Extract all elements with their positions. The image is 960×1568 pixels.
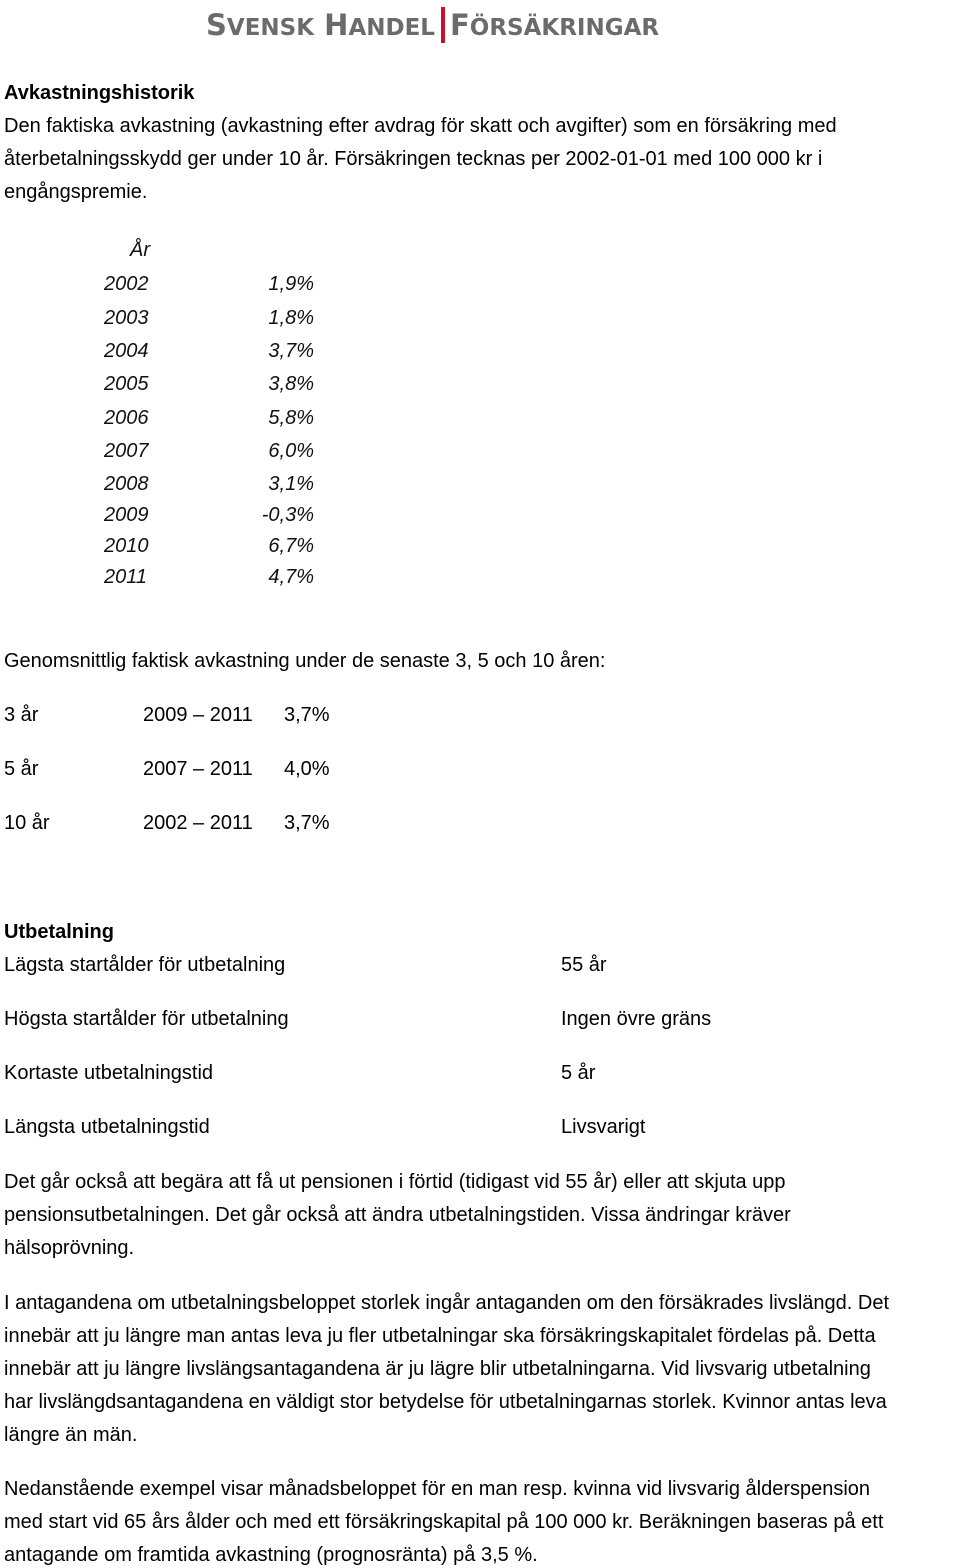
year-column-header: År <box>130 239 150 261</box>
average-value: 4,0% <box>284 758 330 780</box>
payout-value: 5 år <box>561 1062 596 1084</box>
history-value: 4,7% <box>268 566 314 588</box>
history-intro-line-3: engångspremie. <box>4 181 148 203</box>
paragraph-life-expectancy-line: innebär att ju längre man antas leva ju fler utbetalningar ska försäkringskapitalet fördelas på. Detta <box>4 1325 876 1347</box>
payout-value: 55 år <box>561 954 607 976</box>
paragraph-example-line: med start vid 65 års ålder och med ett försäkringskapital på 100 000 kr. Beräkningen baseras på ett <box>4 1511 884 1533</box>
history-value: 3,1% <box>268 473 314 495</box>
paragraph-life-expectancy-line: längre än män. <box>4 1424 138 1446</box>
history-year: 2010 <box>104 535 149 557</box>
payout-label: Högsta startålder för utbetalning <box>4 1008 289 1030</box>
logo-divider <box>441 7 445 43</box>
payout-value: Ingen övre gräns <box>561 1008 712 1030</box>
history-year: 2004 <box>104 340 149 362</box>
paragraph-example-line: Nedanstående exempel visar månadsbeloppet för en man resp. kvinna vid livsvarig ålderspension <box>4 1478 871 1500</box>
history-year: 2009 <box>104 504 149 526</box>
history-intro-line-2: återbetalningsskydd ger under 10 år. Försäkringen tecknas per 2002-01-01 med 100 000 kr i <box>4 148 823 170</box>
paragraph-example-line: antagande om framtida avkastning (prognosränta) på 3,5 %. <box>4 1544 538 1566</box>
history-year: 2003 <box>104 307 149 329</box>
paragraph-early-payout-line: Det går också att begära att få ut pensionen i förtid (tidigast vid 55 år) eller att skjuta upp <box>4 1171 786 1193</box>
average-heading: Genomsnittlig faktisk avkastning under de senaste 3, 5 och 10 åren: <box>4 650 606 672</box>
average-period: 2009 – 2011 <box>143 704 253 726</box>
history-value: -0,3% <box>261 504 314 526</box>
history-intro-line-1: Den faktiska avkastning (avkastning efter avdrag för skatt och avgifter) som en försäkring med <box>4 115 837 137</box>
payout-label: Kortaste utbetalningstid <box>4 1062 214 1084</box>
average-label: 3 år <box>4 704 39 726</box>
history-value: 3,7% <box>268 340 314 362</box>
average-value: 3,7% <box>284 812 330 834</box>
logo-text-left: SVENSK HANDEL <box>206 8 435 42</box>
average-period: 2007 – 2011 <box>143 758 253 780</box>
paragraph-life-expectancy-line: I antagandena om utbetalningsbeloppet storlek ingår antaganden om den försäkrades livslängd. Det <box>4 1292 890 1314</box>
paragraph-life-expectancy-line: har livslängdsantagandena en väldigt stor betydelse för utbetalningarnas storlek. Kvinnor antas leva <box>4 1391 887 1413</box>
payout-label: Lägsta startålder för utbetalning <box>4 954 286 976</box>
payout-heading: Utbetalning <box>4 921 114 943</box>
average-label: 10 år <box>4 812 50 834</box>
history-value: 6,0% <box>268 440 314 462</box>
history-year: 2006 <box>104 407 149 429</box>
history-year: 2011 <box>104 566 148 588</box>
history-year: 2002 <box>104 273 149 295</box>
history-value: 1,9% <box>268 273 314 295</box>
logo-text-right: FÖRSÄKRINGAR <box>449 8 660 42</box>
history-year: 2008 <box>104 473 149 495</box>
company-logo <box>206 6 776 44</box>
history-year: 2005 <box>104 373 149 395</box>
history-value: 3,8% <box>268 373 314 395</box>
paragraph-early-payout-line: hälsoprövning. <box>4 1237 135 1259</box>
history-year: 2007 <box>104 440 149 462</box>
payout-value: Livsvarigt <box>561 1116 646 1138</box>
history-value: 1,8% <box>268 307 314 329</box>
history-value: 6,7% <box>268 535 314 557</box>
paragraph-life-expectancy-line: innebär att ju längre livslängsantagandena är ju lägre blir utbetalningarna. Vid livsvarig utbetalning <box>4 1358 871 1380</box>
history-value: 5,8% <box>268 407 314 429</box>
average-label: 5 år <box>4 758 39 780</box>
payout-label: Längsta utbetalningstid <box>4 1116 210 1138</box>
history-heading: Avkastningshistorik <box>4 82 195 104</box>
average-value: 3,7% <box>284 704 330 726</box>
average-period: 2002 – 2011 <box>143 812 253 834</box>
paragraph-early-payout-line: pensionsutbetalningen. Det går också att ändra utbetalningstiden. Vissa ändringar kräver <box>4 1204 791 1226</box>
